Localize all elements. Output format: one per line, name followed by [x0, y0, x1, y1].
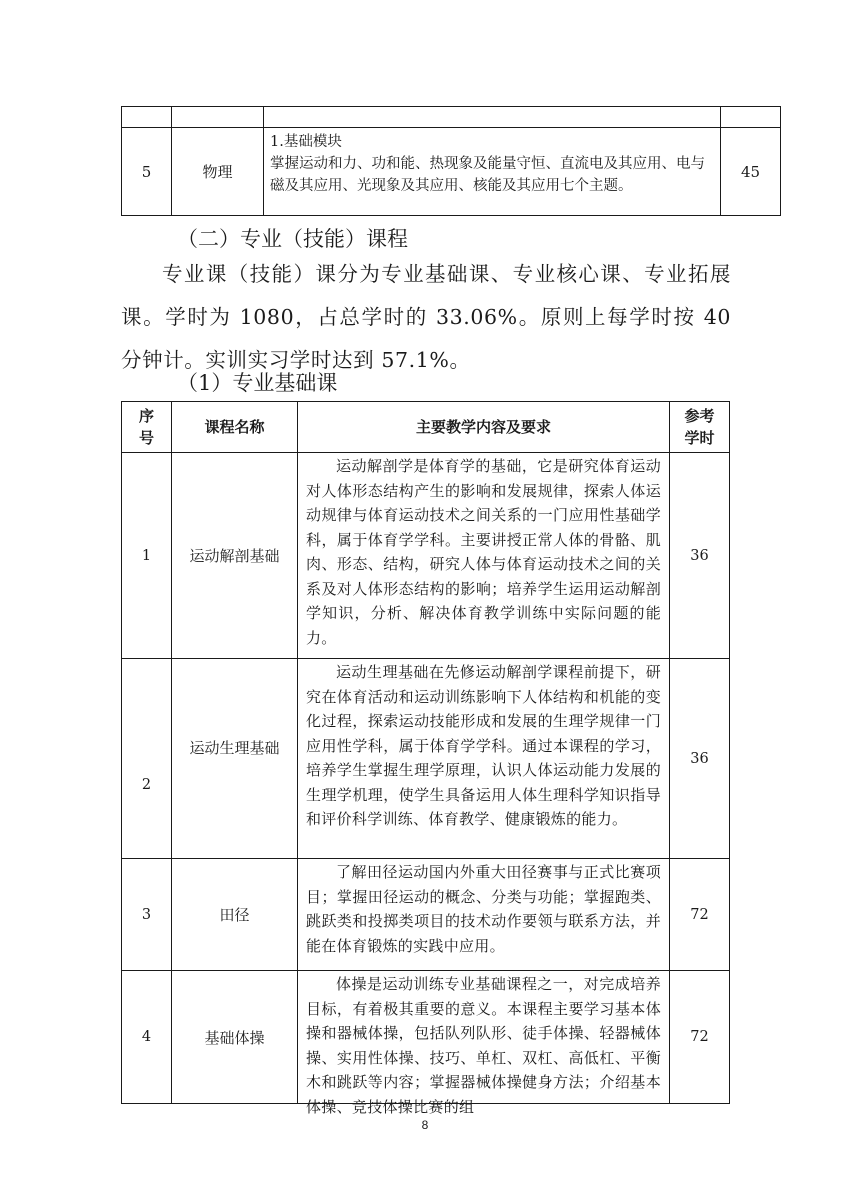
course-name: 运动解剖基础	[172, 453, 298, 659]
empty-cell	[122, 107, 172, 128]
course-description: 运动生理基础在先修运动解剖学课程前提下，研究在体育活动和运动训练影响下人体结构和机能的变化过程，探索运动技能形成和发展的生理学规律一门应用性学科，属于体育学学科。通过本课程的学习，培养学生掌握生理学原理，认识人体运动能力发展的生理学机理，使学生具备运用人体生理科学知识指导和评价科学训练、体育教学、健康锻炼的能力。	[298, 659, 670, 859]
course-name: 基础体操	[172, 971, 298, 1104]
header-number: 序号	[122, 402, 172, 453]
empty-cell	[721, 107, 781, 128]
intro-paragraph: 专业课（技能）课分为专业基础课、专业核心课、专业拓展课。学时为 1080，占总学时的 33.06%。原则上每学时按 40 分钟计。实训实习学时达到 57.1%。	[121, 262, 731, 372]
course-hours: 72	[670, 859, 730, 971]
course-hours: 72	[670, 971, 730, 1104]
course-description: 了解田径运动国内外重大田径赛事与正式比赛项目；掌握田径运动的概念、分类与功能；掌握跑类、跳跃类和投掷类项目的技术动作要领与联系方法，并能在体育锻炼的实践中应用。	[298, 859, 670, 971]
course-name: 运动生理基础	[172, 659, 298, 859]
previous-course-table	[121, 106, 781, 216]
content-module-body: 掌握运动和力、功和能、热现象及能量守恒、直流电及其应用、电与磁及其应用、光现象及其应用、核能及其应用七个主题。	[270, 156, 705, 194]
table-row	[122, 128, 781, 216]
course-hours: 36	[670, 453, 730, 659]
header-hours: 参考学时	[670, 402, 730, 453]
course-number: 4	[122, 971, 172, 1104]
course-number: 3	[122, 859, 172, 971]
course-hours: 36	[670, 659, 730, 859]
empty-cell	[264, 107, 721, 128]
foundation-course-table	[121, 401, 730, 1116]
header-name: 课程名称	[172, 402, 298, 453]
course-number: 1	[122, 453, 172, 659]
course-description: 运动解剖学是体育学的基础，它是研究体育运动对人体形态结构产生的影响和发展规律，探索人体运动规律与体育运动技术之间关系的一门应用性基础学科，属于体育学学科。主要讲授正常人体的骨骼、肌肉、形态、结构，研究人体与体育运动技术之间的关系及对人体形态结构的影响；培养学生运用运动解剖学知识，分析、解决体育教学训练中实际问题的能力。	[298, 453, 670, 659]
content-module-title: 1.基础模块	[270, 134, 342, 150]
table-row	[122, 659, 730, 859]
section-heading: （二）专业（技能）课程	[177, 227, 408, 251]
course-number: 2	[122, 659, 172, 859]
table-row	[122, 971, 730, 1104]
course-description	[298, 971, 670, 1116]
course-name: 田径	[172, 859, 298, 971]
course-number: 5	[122, 128, 172, 216]
course-hours: 45	[721, 128, 781, 216]
subsection-heading: （1）专业基础课	[177, 371, 338, 395]
table-header-row	[122, 402, 730, 453]
empty-table-row	[122, 107, 781, 128]
page-number: 8	[421, 1118, 429, 1132]
empty-cell	[172, 107, 264, 128]
table-row	[122, 859, 730, 971]
course-name: 物理	[172, 128, 264, 216]
header-content: 主要教学内容及要求	[298, 402, 670, 453]
course-content	[264, 128, 721, 216]
course-description-text: 体操是运动训练专业基础课程之一，对完成培养目标，有着极其重要的意义。本课程主要学习基本体操和器械体操，包括队列队形、徒手体操、轻器械体操、实用性体操、技巧、单杠、双杠、高低杠、平衡木和跳跃等内容；掌握器械体操健身方法；介绍基本体操、竞技体操比赛的组	[306, 975, 661, 1116]
table-row	[122, 453, 730, 659]
